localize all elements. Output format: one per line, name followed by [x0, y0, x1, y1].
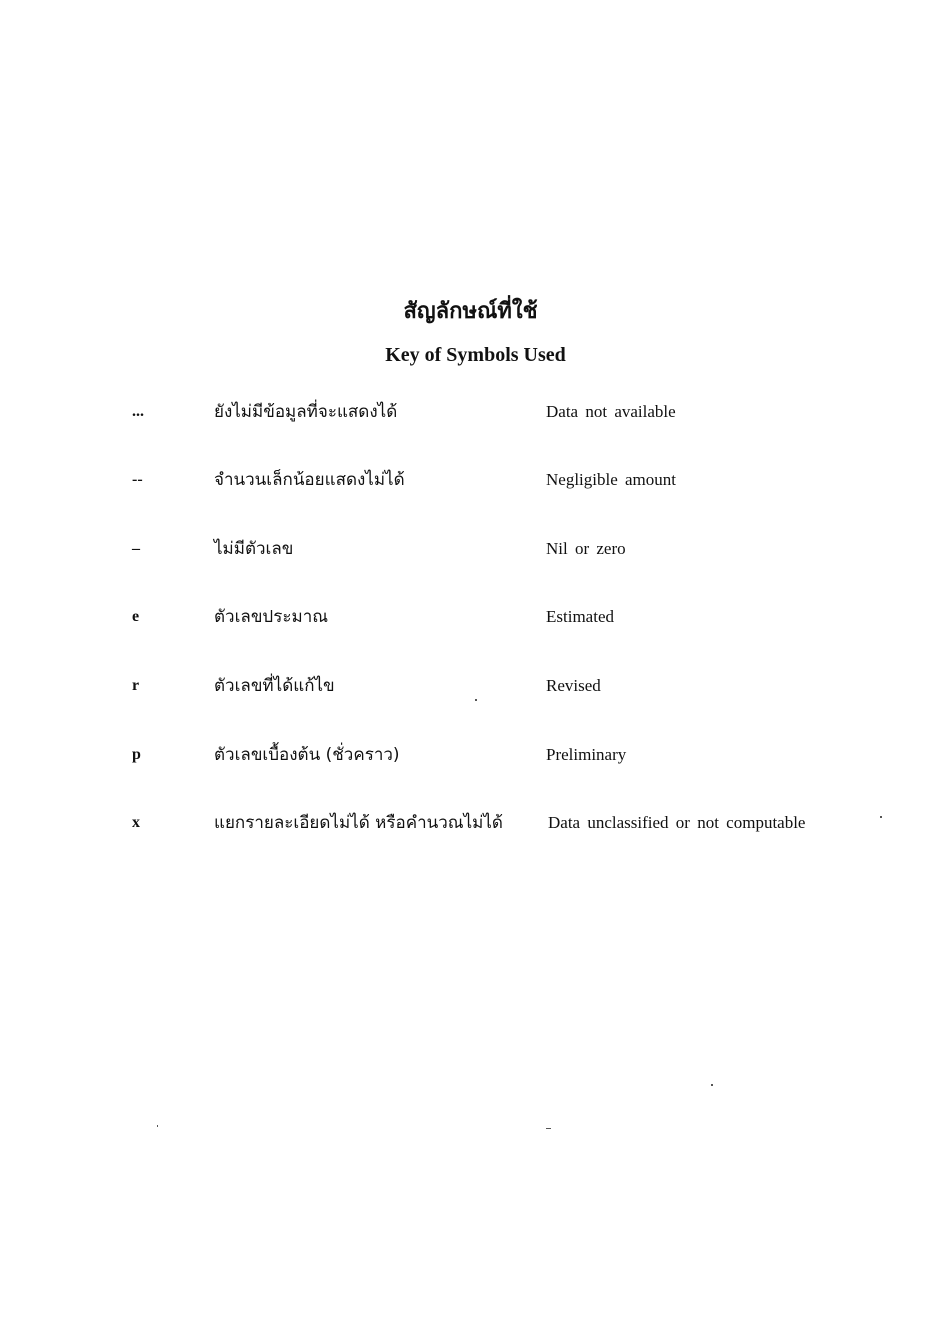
symbol-mark: x: [132, 814, 140, 831]
symbol-mark: --: [132, 471, 143, 488]
symbol-row: [0, 808, 941, 838]
symbol-description-english: Nil or zero: [546, 539, 626, 558]
symbol-row: [0, 602, 941, 632]
symbol-mark: r: [132, 677, 140, 694]
page-title-thai: สัญลักษณ์ที่ใช้: [403, 299, 538, 324]
scan-speck: [880, 816, 882, 818]
scan-speck: [475, 699, 477, 701]
symbol-description-english: Estimated: [546, 607, 614, 626]
symbol-description-english: Data unclassified or not computable: [548, 813, 806, 832]
symbol-mark: –: [132, 540, 140, 557]
symbol-row: [0, 465, 941, 495]
scan-speck: [546, 1128, 551, 1129]
symbol-row: [0, 534, 941, 564]
symbol-description-thai: แยกรายละเอียดไม่ได้ หรือคำนวณไม่ได้: [214, 813, 503, 833]
symbol-description-thai: ตัวเลขประมาณ: [214, 607, 329, 627]
scan-speck: [157, 1125, 158, 1127]
symbol-mark: e: [132, 608, 140, 625]
symbol-mark: ...: [132, 403, 144, 420]
symbol-description-thai: ตัวเลขเบื้องต้น (ชั่วคราว): [214, 745, 400, 765]
symbol-row: [0, 671, 941, 701]
symbol-description-english: Negligible amount: [546, 470, 677, 489]
scan-speck: [711, 1084, 713, 1086]
symbol-description-thai: ยังไม่มีข้อมูลที่จะแสดงได้: [214, 402, 398, 422]
symbol-description-english: Data not available: [546, 402, 676, 421]
symbol-row: [0, 740, 941, 770]
symbol-description-thai: จำนวนเล็กน้อยแสดงไม่ได้: [214, 470, 405, 490]
symbol-mark: p: [132, 746, 141, 763]
symbol-description-thai: ตัวเลขที่ได้แก้ไข: [214, 676, 335, 696]
symbol-description-thai: ไม่มีตัวเลข: [214, 539, 294, 559]
symbol-description-english: Revised: [546, 676, 601, 695]
symbol-row: [0, 397, 941, 427]
page-title-english: Key of Symbols Used: [385, 344, 566, 366]
symbol-description-english: Preliminary: [546, 745, 627, 764]
